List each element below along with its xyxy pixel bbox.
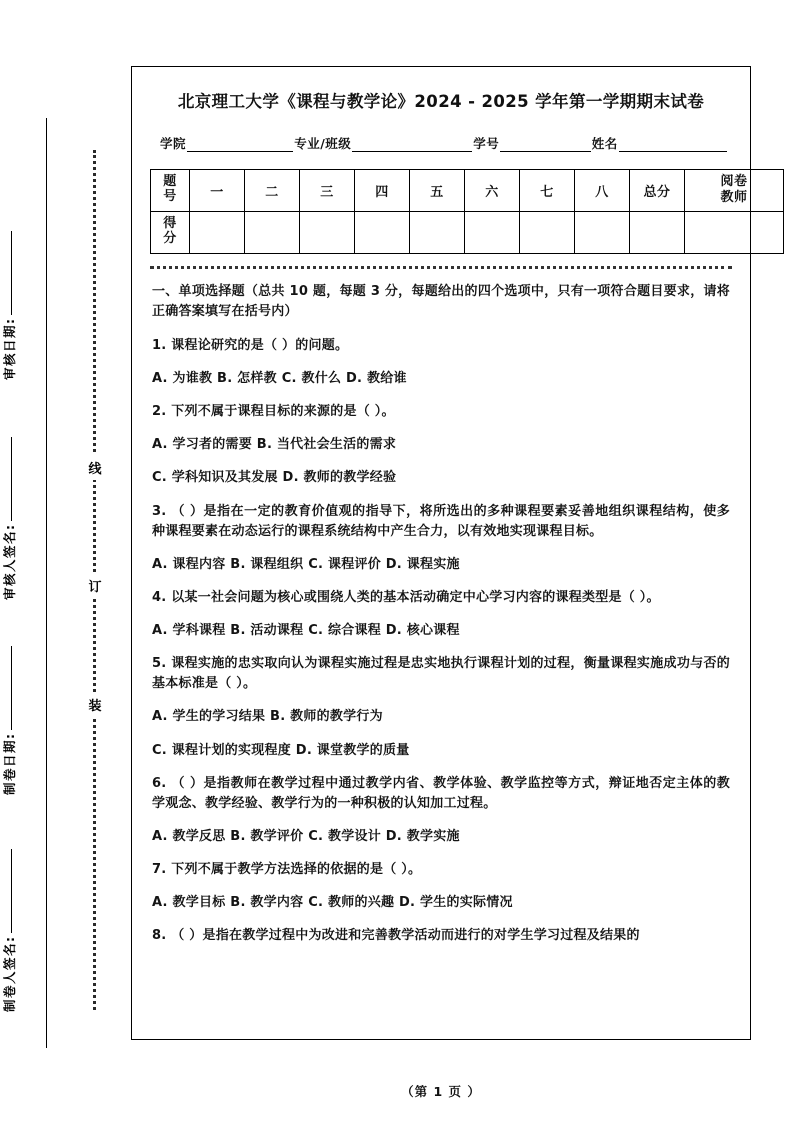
margin-label-paper-date-blank — [11, 647, 12, 731]
question-3-stem: 3. （ ）是指在一定的教育价值观的指导下，将所选出的多种课程要素妥善地组织课程结构，使多种课程要素在动态运行的课程系统结构中产生合力，以有效地实现课程目标。 — [152, 503, 730, 539]
score-col-1: 一 — [190, 169, 245, 211]
score-cell-5[interactable] — [410, 211, 465, 253]
student-info-line — [160, 134, 728, 152]
seal-char-xian: 线 — [84, 455, 106, 480]
score-col-2: 二 — [245, 169, 300, 211]
margin-label-paper-date-text: 制卷日期: — [2, 732, 17, 795]
row-header-question-number — [151, 169, 190, 211]
margin-label-paper-maker-signature-text: 制卷人签名: — [2, 935, 17, 1012]
margin-label-paper-date — [0, 595, 18, 795]
field-blank-name[interactable] — [619, 138, 727, 152]
score-col-total: 总分 — [630, 169, 685, 211]
field-label-major-class: 专业/班级 — [294, 135, 352, 151]
question-1-stem: 1. 课程论研究的是（ ）的问题。 — [152, 337, 349, 353]
section-heading-1: 一、单项选择题（总共 10 题，每题 3 分，每题给出的四个选项中，只有一项符合题目要求，请将正确答案填写在括号内） — [152, 283, 730, 319]
score-cell-1[interactable] — [190, 211, 245, 253]
margin-label-review-date-text: 审核日期: — [2, 317, 17, 380]
field-blank-college[interactable] — [187, 138, 293, 152]
score-cell-marker-teacher[interactable] — [685, 211, 784, 253]
score-col-6: 六 — [465, 169, 520, 211]
score-cell-3[interactable] — [300, 211, 355, 253]
question-5-options-ab: A. 学生的学习结果 B. 教师的教学行为 — [152, 709, 383, 725]
score-cell-8[interactable] — [575, 211, 630, 253]
margin-label-reviewer-signature-blank — [11, 438, 12, 522]
margin-label-review-date-blank — [11, 232, 12, 316]
score-cell-7[interactable] — [520, 211, 575, 253]
section-dotted-separator — [150, 266, 732, 269]
row-header-question-number-line2: 号 — [163, 189, 177, 205]
score-col-7: 七 — [520, 169, 575, 211]
exam-content — [152, 282, 730, 947]
question-6-options: A. 教学反思 B. 教学评价 C. 教学设计 D. 教学实施 — [152, 829, 460, 845]
question-7-stem: 7. 下列不属于教学方法选择的依据的是（ ）。 — [152, 862, 422, 878]
score-cell-4[interactable] — [355, 211, 410, 253]
margin-label-reviewer-signature-text: 审核人签名: — [2, 523, 17, 600]
row-header-score-line1: 得 — [163, 216, 177, 232]
question-2-stem: 2. 下列不属于课程目标的来源的是（ ）。 — [152, 404, 395, 420]
field-blank-major-class[interactable] — [352, 138, 472, 152]
question-8-stem: 8. （ ）是指在教学过程中为改进和完善教学活动而进行的对学生学习过程及结果的 — [152, 928, 640, 944]
row-header-score — [151, 211, 190, 253]
left-margin-apparatus — [0, 0, 120, 1122]
question-3-options: A. 课程内容 B. 课程组织 C. 课程评价 D. 课程实施 — [152, 556, 460, 572]
question-5-stem: 5. 课程实施的忠实取向认为课程实施过程是忠实地执行课程计划的过程，衡量课程实施成功与否的基本标准是（ ）。 — [152, 656, 730, 692]
margin-label-paper-maker-signature-blank — [11, 850, 12, 934]
score-col-8: 八 — [575, 169, 630, 211]
field-label-student-id: 学号 — [473, 135, 500, 151]
row-header-question-number-line1: 题 — [163, 174, 177, 190]
margin-label-paper-maker-signature — [0, 812, 18, 1012]
table-row-question-numbers — [151, 169, 784, 211]
question-5-options-cd: C. 课程计划的实现程度 D. 课堂教学的质量 — [152, 742, 410, 758]
seal-char-zhuang: 装 — [84, 692, 106, 717]
marker-teacher-line1: 阅卷 — [720, 174, 748, 190]
score-col-3: 三 — [300, 169, 355, 211]
score-table — [150, 169, 784, 254]
page-footer: （第 1 页 ） — [401, 1084, 481, 1099]
exam-sheet — [131, 66, 751, 1040]
question-4-options: A. 学科课程 B. 活动课程 C. 综合课程 D. 核心课程 — [152, 623, 460, 639]
table-row-scores — [151, 211, 784, 253]
question-4-stem: 4. 以某一社会问题为核心或围绕人类的基本活动确定中心学习内容的课程类型是（ ）。 — [152, 589, 660, 605]
row-header-score-line2: 分 — [163, 231, 177, 247]
margin-label-review-date — [0, 180, 18, 380]
score-cell-total[interactable] — [630, 211, 685, 253]
seal-char-ding: 订 — [84, 573, 106, 598]
score-cell-6[interactable] — [465, 211, 520, 253]
question-1-options: A. 为谁教 B. 怎样教 C. 教什么 D. 教给谁 — [152, 370, 407, 386]
field-blank-student-id[interactable] — [500, 138, 590, 152]
question-6-stem: 6. （ ）是指教师在教学过程中通过教学内省、教学体验、教学监控等方式，辩证地否定主体的教学观念、教学经验、教学行为的一种积极的认知加工过程。 — [152, 775, 730, 811]
question-7-options: A. 教学目标 B. 教学内容 C. 教师的兴趣 D. 学生的实际情况 — [152, 895, 513, 911]
margin-label-reviewer-signature — [0, 400, 18, 600]
score-col-5: 五 — [410, 169, 465, 211]
question-2-options-ab: A. 学习者的需要 B. 当代社会生活的需求 — [152, 437, 397, 453]
field-label-college: 学院 — [160, 135, 187, 151]
field-label-name: 姓名 — [591, 135, 618, 151]
score-col-marker-teacher — [685, 169, 784, 211]
marker-teacher-line2: 教师 — [720, 190, 748, 206]
score-col-4: 四 — [355, 169, 410, 211]
page-title: 北京理工大学《课程与教学论》2024 - 2025 学年第一学期期末试卷 — [177, 92, 705, 111]
question-2-options-cd: C. 学科知识及其发展 D. 教师的教学经验 — [152, 470, 397, 486]
score-cell-2[interactable] — [245, 211, 300, 253]
margin-vertical-rule — [46, 118, 47, 1048]
